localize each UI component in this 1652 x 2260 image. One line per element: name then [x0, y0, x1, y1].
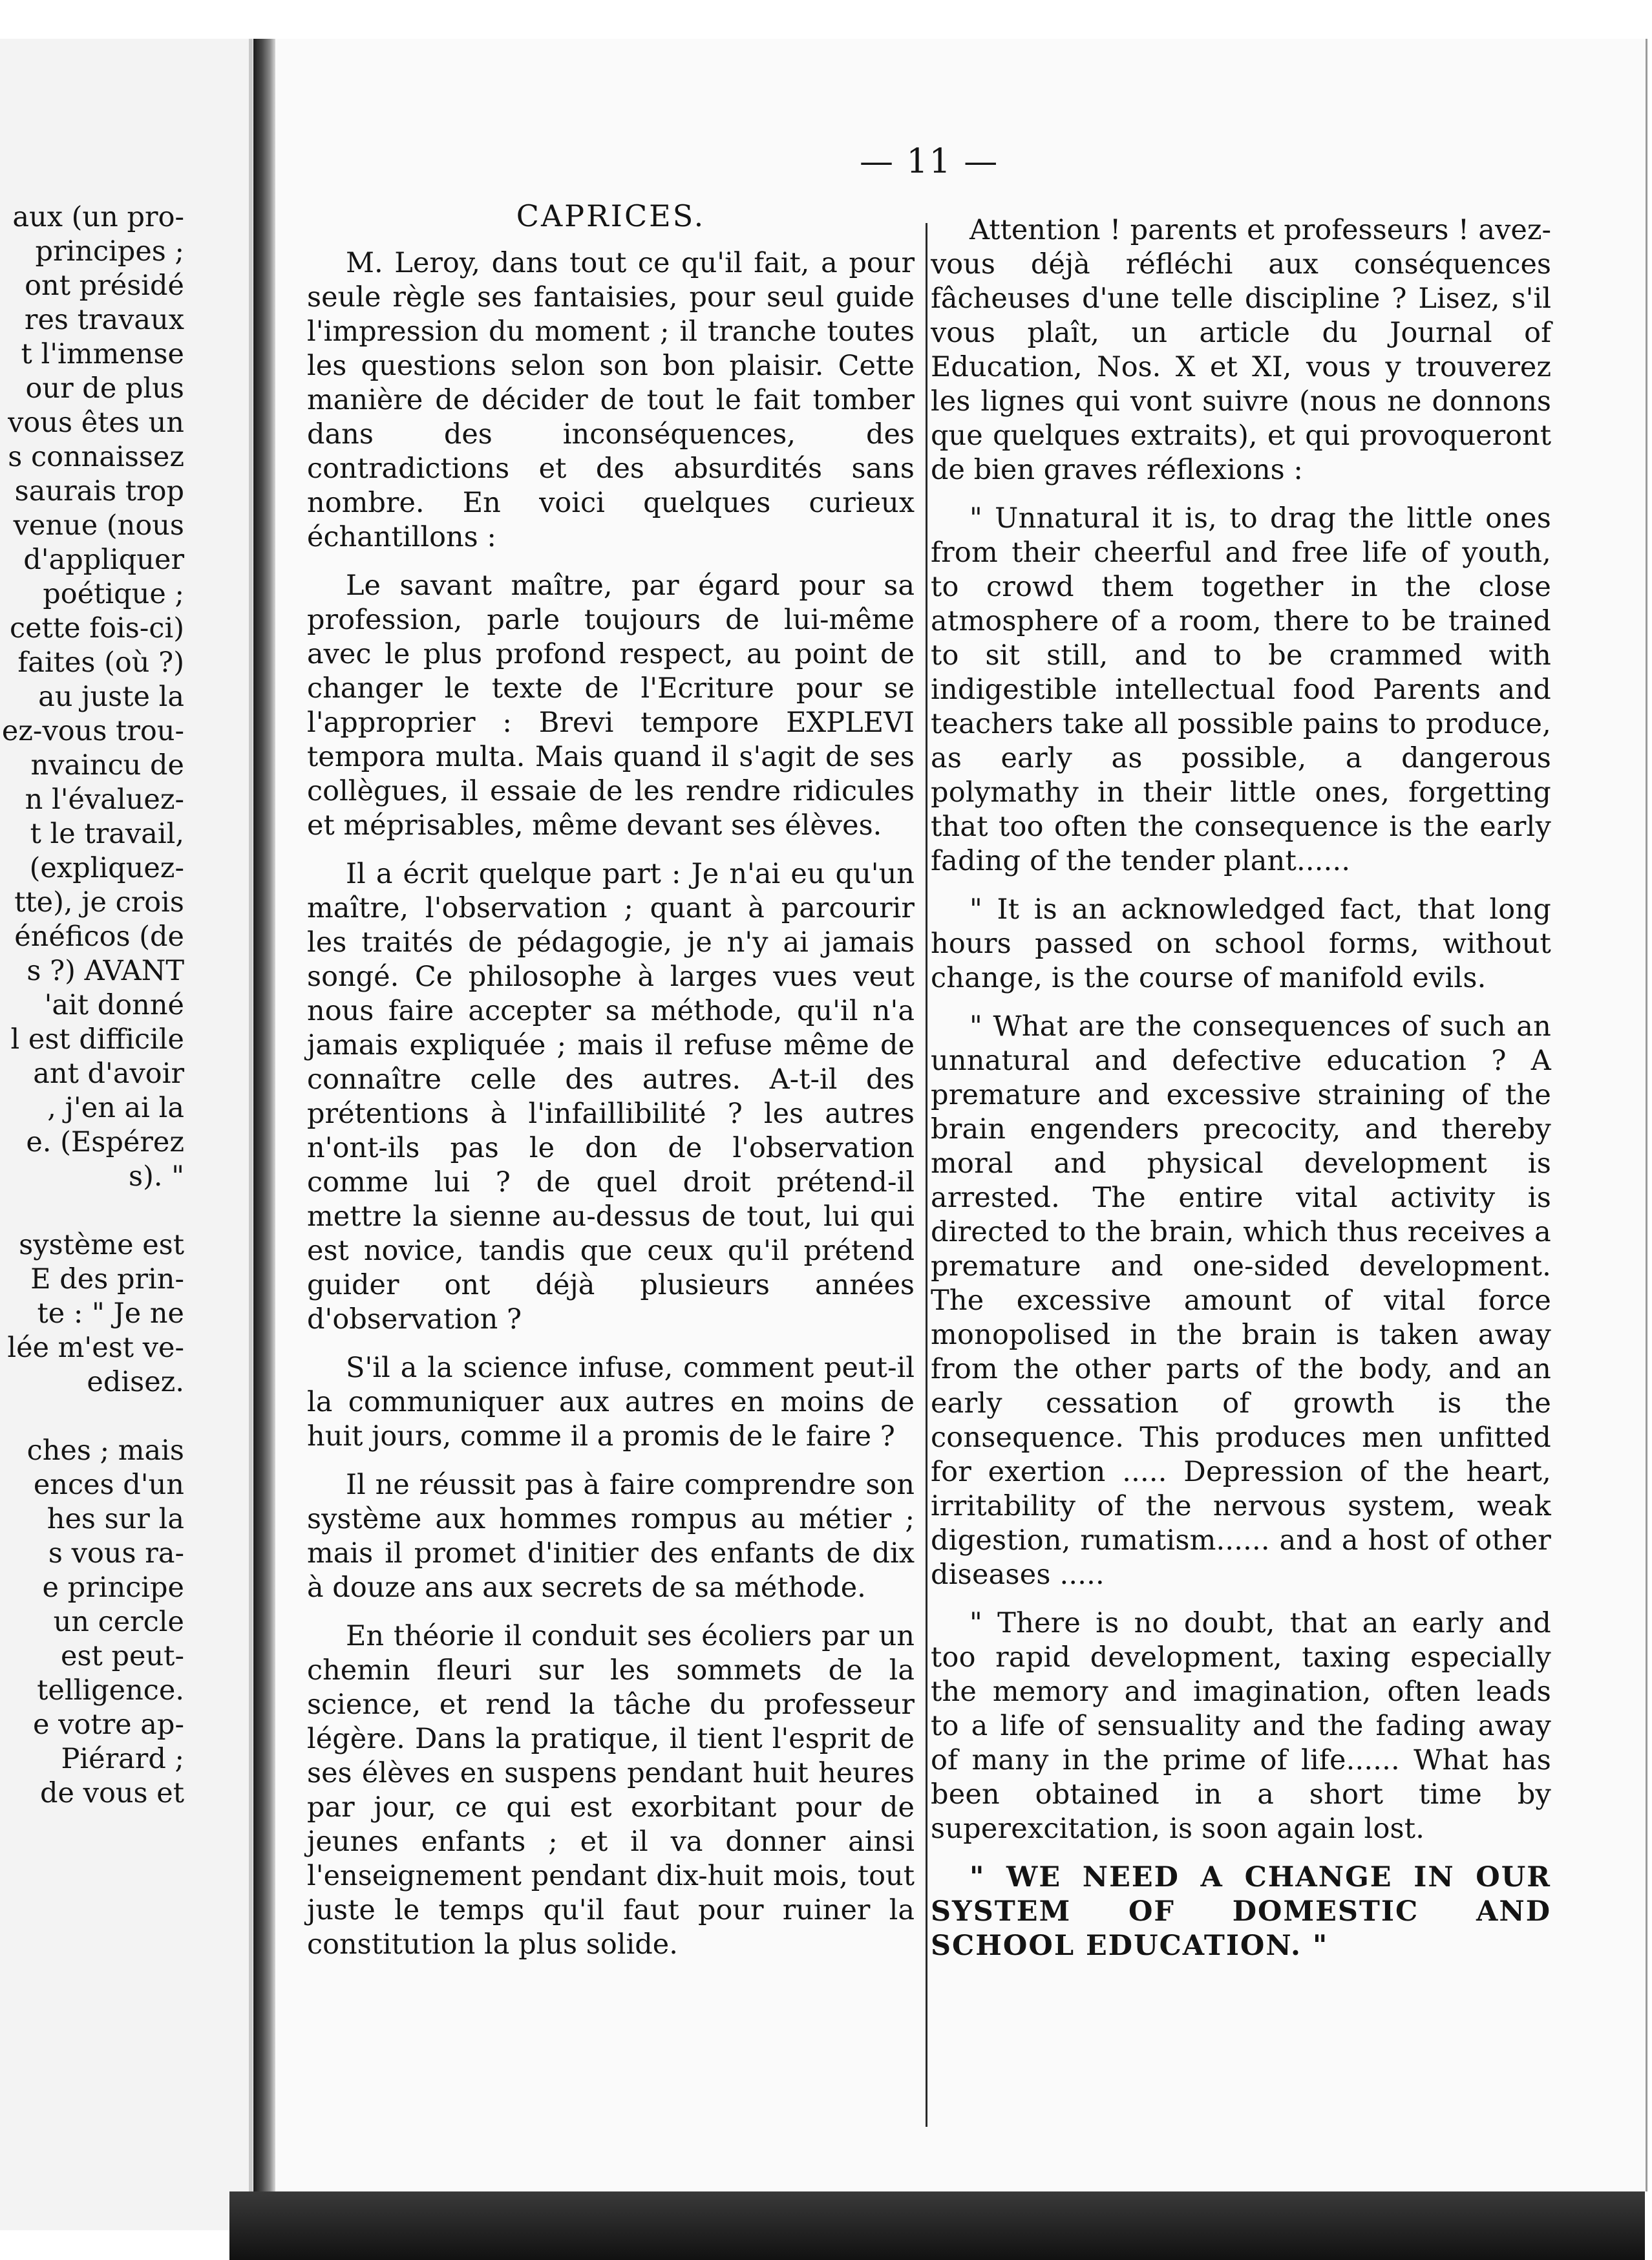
facing-line: e votre ap- — [33, 1709, 184, 1741]
facing-line: est peut- — [61, 1640, 184, 1672]
right-column — [931, 213, 1551, 1978]
facing-page-fragment — [0, 39, 253, 2230]
facing-line: faites (où ?) — [17, 646, 184, 679]
facing-line: ant d'avoir — [33, 1058, 184, 1090]
paragraph: Il ne réussit pas à faire comprendre son système aux hommes rompus au métier ; mais il promet d'initier des enfants de dix à douze ans aux secrets de sa méthode. — [307, 1469, 915, 1604]
left-column — [307, 199, 915, 1976]
quote-paragraph: " There is no doubt, that an early and too rapid development, taxing especially the memory and imagination, often leads to a life of sensuality and the fading away of many in the prime of life...... What has been obtained in a short time by superexcitation, is soon again lost. — [931, 1607, 1551, 1845]
facing-line: poétique ; — [43, 578, 184, 610]
facing-line: saurais trop — [14, 475, 184, 507]
facing-line: au juste la — [38, 681, 184, 713]
facing-line: lée m'est ve- — [7, 1332, 184, 1364]
facing-line: ences d'un — [33, 1469, 184, 1501]
paragraph: S'il a la science infuse, comment peut-il la communiquer aux autres en moins de huit jours, comme il a promis de le faire ? — [307, 1352, 915, 1453]
facing-line: E des prin- — [30, 1263, 184, 1295]
facing-line: e. (Espérez — [26, 1126, 184, 1158]
facing-line: ez-vous trou- — [1, 715, 184, 747]
quote-paragraph: " It is an acknowledged fact, that long hours passed on school forms, without change, is the course of manifold evils. — [931, 893, 1551, 994]
facing-line: de vous et — [40, 1777, 184, 1809]
facing-line: t l'immense — [21, 338, 184, 370]
facing-line: (expliquez- — [29, 852, 184, 884]
facing-line: t le travail, — [30, 818, 184, 850]
facing-line: n l'évaluez- — [25, 784, 184, 816]
page-bottom-edge — [229, 2191, 1645, 2260]
facing-line: hes sur la — [47, 1503, 184, 1535]
facing-line: edisez. — [87, 1366, 184, 1398]
quote-paragraph: " Unnatural it is, to drag the little ones from their cheerful and free life of youth, to crowd them together in the close atmosphere of a room, there to be trained to sit still, and to be crammed with indigestible intellectual food Parents and teachers take all possible pains to produce, as early as possible, a dangerous polymathy in their little ones, forgetting that too often the consequence is the early fading of the tender plant...... — [931, 502, 1551, 877]
facing-line: un cercle — [53, 1606, 184, 1638]
facing-line: nvaincu de — [30, 749, 184, 782]
facing-line: vous êtes un — [8, 407, 184, 439]
closing-quote: " WE NEED A CHANGE IN OUR SYSTEM OF DOMESTIC AND SCHOOL EDUCATION. " — [931, 1861, 1551, 1962]
paragraph: Le savant maître, par égard pour sa profession, parle toujours de lui-même avec le plus profond respect, au point de changer le texte de l'Ecriture pour se l'approprier : Brevi tempore EXPLEVI tempora multa. Mais quand il s'agit de ses collègues, il essaie de les rendre ridicules et méprisables, même devant ses élèves. — [307, 570, 915, 842]
facing-line: e principe — [42, 1572, 184, 1604]
paragraph: M. Leroy, dans tout ce qu'il fait, a pour seule règle ses fantaisies, pour seul guide l'impression du moment ; il tranche toutes les questions selon son bon plaisir. Cette manière de décider de tout le fait tomber dans des inconséquences, des contradictions et des absurdités sans nombre. En voici quelques curieux échantillons : — [307, 247, 915, 553]
facing-line: s connaissez — [8, 441, 184, 473]
facing-line: 'ait donné — [44, 989, 184, 1021]
facing-line: cette fois-ci) — [10, 612, 184, 645]
facing-line: l est difficile — [10, 1023, 184, 1056]
facing-line: principes ; — [35, 235, 184, 268]
facing-line: tte), je crois — [14, 886, 184, 919]
paragraph: Il a écrit quelque part : Je n'ai eu qu'un maître, l'observation ; quant à parcourir les traités de pédagogie, je n'y ai jamais songé. Ce philosophe à larges vues veut nous faire accepter sa méthode, qu'il n'a jamais expliquée ; mais il refuse même de connaître celle des autres. A-t-il des prétentions à l'infaillibilité ? les autres n'ont-ils pas le don de l'observation comme lui ? de quel droit prétend-il mettre la sienne au-dessus de tout, lui qui est novice, tandis que ceux qu'il prétend guider ont déjà plusieurs années d'observation ? — [307, 858, 915, 1336]
facing-page-text — [0, 200, 249, 1811]
book-gutter-shadow — [253, 39, 275, 2237]
page-number: — 11 — — [860, 142, 999, 181]
facing-line: res travaux — [24, 304, 184, 336]
facing-line: aux (un pro- — [12, 201, 184, 233]
facing-line — [0, 1194, 249, 1228]
facing-line: venue (nous — [13, 509, 184, 542]
facing-line: te : " Je ne — [37, 1297, 184, 1330]
section-title: CAPRICES. — [516, 198, 706, 233]
facing-line: d'appliquer — [23, 544, 184, 576]
facing-line: telligence. — [37, 1674, 184, 1707]
facing-line: , j'en ai la — [47, 1092, 184, 1124]
quote-paragraph: " What are the consequences of such an unnatural and defective education ? A premature and excessive straining of the brain engenders precocity, and thereby moral and physical development is arrested. The entire vital activity is directed to the brain, which thus receives a premature and one-sided development. The excessive amount of vital force monopolised in the brain is taken away from the other parts of the body, and an early cessation of growth is the consequence. This produces men unfitted for exertion ..... Depression of the heart, irritability of the nervous system, weak digestion, rumatism...... and a host of other diseases ..... — [931, 1010, 1552, 1591]
facing-line: Piérard ; — [61, 1743, 184, 1775]
facing-line: énéficos (de — [14, 921, 184, 953]
paragraph: En théorie il conduit ses écoliers par un chemin fleuri sur les sommets de la science, et rend la tâche du professeur légère. Dans la pratique, il tient l'esprit de ses élèves en suspens pendant huit heures par jour, ce qui est exorbitant pour de jeunes enfants ; et il va donner ainsi l'enseignement pendant dix-huit mois, tout juste le temps qu'il faut pour ruiner la constitution la plus solide. — [307, 1620, 915, 1961]
facing-line: s). " — [129, 1160, 184, 1193]
facing-line: s ?) AVANT — [26, 955, 184, 987]
facing-line: our de plus — [25, 372, 184, 405]
facing-line: ont présidé — [25, 270, 184, 302]
facing-line — [0, 1400, 249, 1434]
paragraph: Attention ! parents et professeurs ! avez-vous déjà réfléchi aux conséquences fâcheuses d'une telle discipline ? Lisez, s'il vous plaît, un article du Journal of Education, Nos. X et XI, vous y trouverez les lignes qui vont suivre (nous ne donnons que quelques extraits), et qui provoqueront de bien graves réflexions : — [931, 214, 1551, 486]
facing-line: s vous ra- — [48, 1537, 184, 1570]
facing-line: système est — [19, 1229, 184, 1261]
column-divider — [926, 223, 927, 2127]
facing-line: ches ; mais — [26, 1434, 184, 1467]
